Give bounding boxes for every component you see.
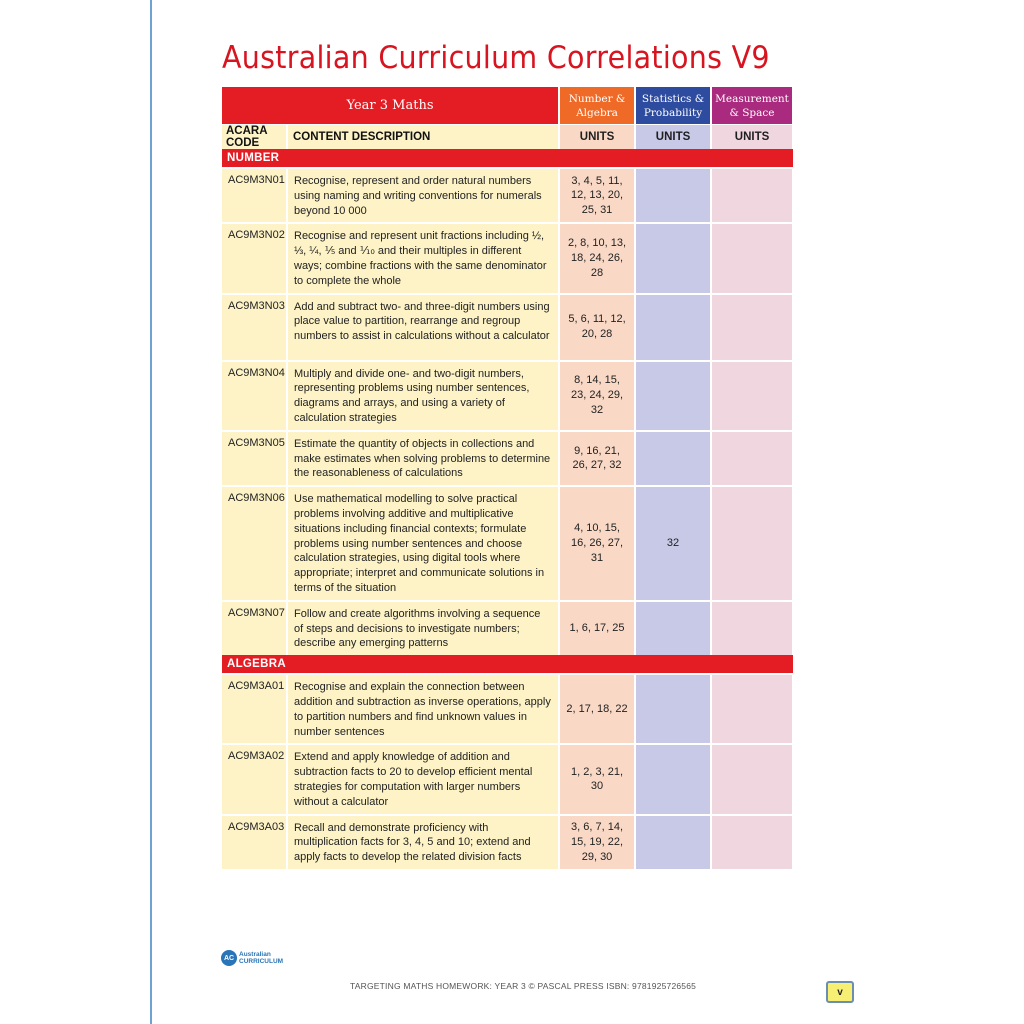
strand-label-line1: Statistics &: [641, 92, 705, 105]
section-row-number: [222, 149, 793, 168]
strand-label-line1: Number &: [568, 92, 626, 105]
acara-code: AC9M3N02: [222, 223, 287, 293]
table-row: [222, 744, 793, 814]
units-statistics-probability: [635, 168, 711, 223]
strand-measurement-space: [711, 87, 793, 125]
table-header-row: [222, 87, 793, 125]
acara-code: AC9M3A01: [222, 674, 287, 744]
section-row-algebra: [222, 655, 793, 674]
table-row: [222, 294, 793, 361]
table-subheader-row: [222, 125, 793, 150]
units-statistics-probability: [635, 431, 711, 486]
logo-line2: CURRICULUM: [239, 958, 284, 965]
units-measurement-space: [711, 294, 793, 361]
content-description: Estimate the quantity of objects in collections and make estimates when solving problems to determine the reasonableness of calculations: [287, 431, 559, 486]
logo-wordmark: [239, 951, 283, 965]
correlations-table: [222, 87, 794, 869]
content-description: Recognise and explain the connection between addition and subtraction as inverse operations, apply to partition numbers and find unknown values in number sentences: [287, 674, 559, 744]
table-row: [222, 361, 793, 431]
page-margin-rule: [150, 0, 152, 1024]
units-statistics-probability: [635, 223, 711, 293]
table-row: [222, 601, 793, 655]
table-row: [222, 815, 793, 869]
units-number-algebra: 1, 6, 17, 25: [559, 601, 635, 655]
curriculum-logo-icon: AC: [221, 950, 237, 966]
acara-code: AC9M3A02: [222, 744, 287, 814]
units-statistics-probability: [635, 294, 711, 361]
acara-code-heading: ACARA CODE: [222, 125, 287, 150]
units-measurement-space: [711, 674, 793, 744]
strand-statistics-probability: [635, 87, 711, 125]
units-number-algebra: 3, 4, 5, 11, 12, 13, 20, 25, 31: [559, 168, 635, 223]
units-heading-measurement-space: UNITS: [711, 125, 793, 150]
units-number-algebra: 2, 17, 18, 22: [559, 674, 635, 744]
units-number-algebra: 1, 2, 3, 21, 30: [559, 744, 635, 814]
content-description-heading: CONTENT DESCRIPTION: [287, 125, 559, 150]
strand-label-line2: Probability: [643, 106, 703, 119]
table-row: [222, 168, 793, 223]
australian-curriculum-logo: [221, 950, 283, 966]
strand-label-line2: Algebra: [576, 106, 618, 119]
acara-code: AC9M3N05: [222, 431, 287, 486]
acara-code: AC9M3N01: [222, 168, 287, 223]
units-measurement-space: [711, 486, 793, 601]
units-measurement-space: [711, 168, 793, 223]
content-description: Add and subtract two- and three-digit numbers using place value to partition, rearrange and regroup numbers to assist in calculations without a calculator: [287, 294, 559, 361]
units-statistics-probability: [635, 815, 711, 869]
units-statistics-probability: [635, 601, 711, 655]
table-row: [222, 674, 793, 744]
content-description: Follow and create algorithms involving a sequence of steps and decisions to investigate numbers; describe any emerging patterns: [287, 601, 559, 655]
year-heading: Year 3 Maths: [222, 87, 559, 125]
acara-code: AC9M3N04: [222, 361, 287, 431]
section-title: NUMBER: [222, 149, 793, 168]
units-measurement-space: [711, 601, 793, 655]
content-description: Recognise and represent unit fractions including ½, ⅓, ¼, ⅕ and ⅒ and their multiples in different ways; combine fractions with the same denominator to complete the whole: [287, 223, 559, 293]
table-row: [222, 486, 793, 601]
units-statistics-probability: [635, 744, 711, 814]
units-number-algebra: 5, 6, 11, 12, 20, 28: [559, 294, 635, 361]
page-number-badge: v: [826, 981, 854, 1003]
logo-line1: Australian: [239, 951, 271, 958]
units-measurement-space: [711, 361, 793, 431]
strand-label-line2: & Space: [729, 106, 775, 119]
acara-code: AC9M3N03: [222, 294, 287, 361]
units-number-algebra: 3, 6, 7, 14, 15, 19, 22, 29, 30: [559, 815, 635, 869]
strand-label-line1: Measurement: [715, 92, 789, 105]
units-number-algebra: 9, 16, 21, 26, 27, 32: [559, 431, 635, 486]
units-measurement-space: [711, 744, 793, 814]
acara-code: AC9M3N06: [222, 486, 287, 601]
table-row: [222, 431, 793, 486]
page-footer: TARGETING MATHS HOMEWORK: YEAR 3 © PASCAL PRESS ISBN: 9781925726565: [350, 981, 697, 991]
content-description: Recognise, represent and order natural numbers using naming and writing conventions for numerals beyond 10 000: [287, 168, 559, 223]
acara-code: AC9M3A03: [222, 815, 287, 869]
table-row: [222, 223, 793, 293]
units-number-algebra: 8, 14, 15, 23, 24, 29, 32: [559, 361, 635, 431]
units-statistics-probability: [635, 361, 711, 431]
units-number-algebra: 4, 10, 15, 16, 26, 27, 31: [559, 486, 635, 601]
content-description: Multiply and divide one- and two-digit numbers, representing problems using number sentences, diagrams and arrays, and using a variety of calculation strategies: [287, 361, 559, 431]
units-statistics-probability: 32: [635, 486, 711, 601]
units-number-algebra: 2, 8, 10, 13, 18, 24, 26, 28: [559, 223, 635, 293]
acara-code: AC9M3N07: [222, 601, 287, 655]
units-measurement-space: [711, 223, 793, 293]
strand-number-algebra: [559, 87, 635, 125]
content-description: Recall and demonstrate proficiency with multiplication facts for 3, 4, 5 and 10; extend and apply facts to develop the related division facts: [287, 815, 559, 869]
units-measurement-space: [711, 431, 793, 486]
units-heading-number-algebra: UNITS: [559, 125, 635, 150]
content-description: Use mathematical modelling to solve practical problems involving additive and multiplicative situations including financial contexts; formulate problems using number sentences and choose calculation strategies, using digital tools where appropriate; interpret and communicate solutions in terms of the situation: [287, 486, 559, 601]
units-measurement-space: [711, 815, 793, 869]
page-title: Australian Curriculum Correlations V9: [222, 40, 770, 76]
content-description: Extend and apply knowledge of addition and subtraction facts to 20 to develop efficient mental strategies for computation with larger numbers without a calculator: [287, 744, 559, 814]
units-statistics-probability: [635, 674, 711, 744]
units-heading-statistics-probability: UNITS: [635, 125, 711, 150]
section-title: ALGEBRA: [222, 655, 793, 674]
